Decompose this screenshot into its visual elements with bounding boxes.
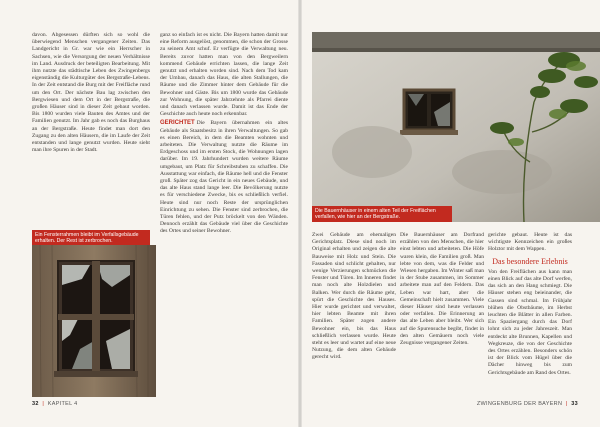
left-photo-caption [32, 230, 150, 246]
left-column-2-text-top: ganz so einfach ist es nicht. Die Bayern hatten damit nur eine Reform ausgelöst, genommen, die schon der Grosse zu seinem Amt schuf. Er verfügte die Verwaltung neu. Bereits zuvor hatten man von den Bergweilern kommend Gebäude errichten lassen, die lange Zeit genutzt und erhalten worden sind. Nach dem Tod kam der Umbau, danach das Haus, die alten Stallungen, die Räume und die Zimmer hinter dem Gebäude für die Bewohner und Gäste. Bis um 1800 wurde das Gebäude zur Wohnung, die später Jahrzehnte als Pfarrei diente und danach verlassen wurde. Damit ist das Ende der Geschichte auch heute noch erkennbar. [160, 32, 288, 118]
section-kicker: GERICHTET [160, 120, 195, 127]
right-column-2 [400, 232, 484, 394]
right-column-1 [312, 232, 396, 394]
right-column-1-text: Zwei Gebäude am ehemaligen Gerichtsplatz. Diese sind noch im Original erhalten und zeigen die alte Bauweise mit Holz und Stein. Die Fassaden sind schlicht gehalten, nur wenige Verzierungen schmücken die Fenster und Türen. Im Inneren findet man noch alte Holzdielen und Balken. Wer durch die Räume geht, spürt die Geschichte des Hauses. Hier wurde gerichtet und verwaltet, hier lebten Beamte mit ihren Familien. Später zogen andere Bewohner ein, bis das Haus schließlich verlassen wurde. Heute steht es leer und wartet auf eine neue Nutzung, die dem alten Gebäude gerecht wird. [312, 232, 396, 361]
right-column-3-text-bottom: Von den Freiflächen aus kann man einen Blick auf das alte Dorf werfen, das sich an den Hang schmiegt. Die Häuser stehen eng beieinander, die Gassen sind schmal. Im Frühjahr blühen die Obstbäume, im Herbst leuchten die Blätter in allen Farben. Ein Spaziergang durch das Dorf lohnt sich zu jeder Jahreszeit. Man entdeckt alte Brunnen, Kapellen und Wegkreuze, die von der Geschichte des Ortes erzählen. Besonders schön ist der Blick vom Hügel über die Dächer hinweg bis zum Gerichtsgebäude am Rand des Ortes. [488, 268, 572, 376]
right-column-3 [488, 232, 572, 394]
broken-window-illustration [32, 245, 156, 397]
left-page-number: 32 [32, 401, 39, 407]
left-photo-caption-text: Ein Fensterrahmen bleibt im Verfallsgebäude erhalten. Der Rest ist zerbrochen. [35, 231, 139, 244]
left-column-2 [160, 32, 288, 392]
right-photo-caption-text: Die Bauernhäuser in einem alten Teil der Freiflächen verfallen, wie hier an der Bergstraße. [315, 207, 436, 220]
right-footer: ZWINGENBURG DER BAYERN | 33 [476, 401, 578, 407]
right-column-2-text: Die Bauernhäuser am Dorfrand erzählen von den Menschen, die hier einst lebten und arbeiteten. Die Höfe waren klein, die Familien groß. Man lebte von dem, was die Felder und Wiesen hergaben. Im Winter saß man in der Stube zusammen, im Sommer arbeitete man auf den Feldern. Das Leben war hart, aber die Gemeinschaft hielt zusammen. Viele dieser Häuser sind heute verlassen oder verfallen. Die Erinnerung an das alte Leben aber bleibt. Wer sich auf die Spurensuche begibt, findet in den alten Gemäuern noch viele Zeugnisse vergangener Zeiten. [400, 232, 484, 347]
right-page-number: 33 [571, 401, 578, 407]
subhead-special-experience: Das besondere Erlebnis [492, 256, 568, 266]
left-column-1 [32, 32, 150, 228]
right-running-head: ZWINGENBURG DER BAYERN [476, 401, 563, 407]
page-gutter [298, 0, 302, 427]
abandoned-building-illustration [312, 32, 600, 222]
left-column-1-text: davon. Abgesessen dürften sich so wohl die überwiegend Menschen vergangener Zeiten. Das Landgericht in Gr. war wie ein Herrscher in Sachsen, wie die Versorgung der neuen Verhältnisse im Land. Ausdruck der beteiligten Bearbeitung. Mit ihm nutzte das städtische Leben des Zwingenbergs eigenständig die Kulturgüter des Bergstraße-Lebens. In der Zeit entstand die Burg mit der Freifläche rund um den Ort. Der nächste Bau lag zwischen den Bergwiesen und dem Ort in der Bergstraße, die großen Häuser sind in dieser Zeit gebaut worden. Bis 1800 wurden viele Bauten des Amtes und der Familien genutzt. Im Jahr gab es noch das Burghaus an der Bergstraße. Heute findet man dort den Zugang zu den alten Häusern, die im Laufe der Zeit entstanden und lange genutzt wurden. Heute sieht man ihre Spuren in der Stadt. [32, 32, 150, 154]
right-column-3-text-top: gerichte gebaut. Heute ist das wichtigste Kennzeichen ein großes Holztor mit dem Wappen. [488, 232, 572, 253]
photo-broken-wooden-window [32, 245, 156, 397]
left-running-head: KAPITEL 4 [47, 401, 78, 407]
right-photo-caption [312, 206, 452, 222]
left-footer: 32 | KAPITEL 4 [32, 401, 78, 407]
photo-abandoned-building-window [312, 32, 600, 222]
left-column-2-text-bottom: Die Bayern übernahmen ein altes Gebäude als Staatsbesitz in ihren Verwaltungen. So gab es einen Bereich, in dem die Beamten wohnten und arbeiteten. Die Verwaltung nutzte die Räume im Erdgeschoss und im ersten Stock, die Wohnungen lagen darüber. Im 19. Jahrhundert wurden weitere Räume umgebaut, um Platz für Schreibstuben zu schaffen. Die Ausstattung war einfach, die Räume hell und die Fenster groß. Später zog das Gericht in ein neues Gebäude, und das alte Haus stand lange leer. Die Bevölkerung nutzte es für verschiedene Zwecke, bis es schließlich verfiel. Heute sind nur noch Reste der ursprünglichen Einrichtung zu sehen. Die Fenster sind zerbrochen, die Türen fehlen, und der Putz bröckelt von den Wänden. Dennoch erzählt das Gebäude viel über die Geschichte des Ortes und seiner Bewohner. [160, 120, 288, 235]
